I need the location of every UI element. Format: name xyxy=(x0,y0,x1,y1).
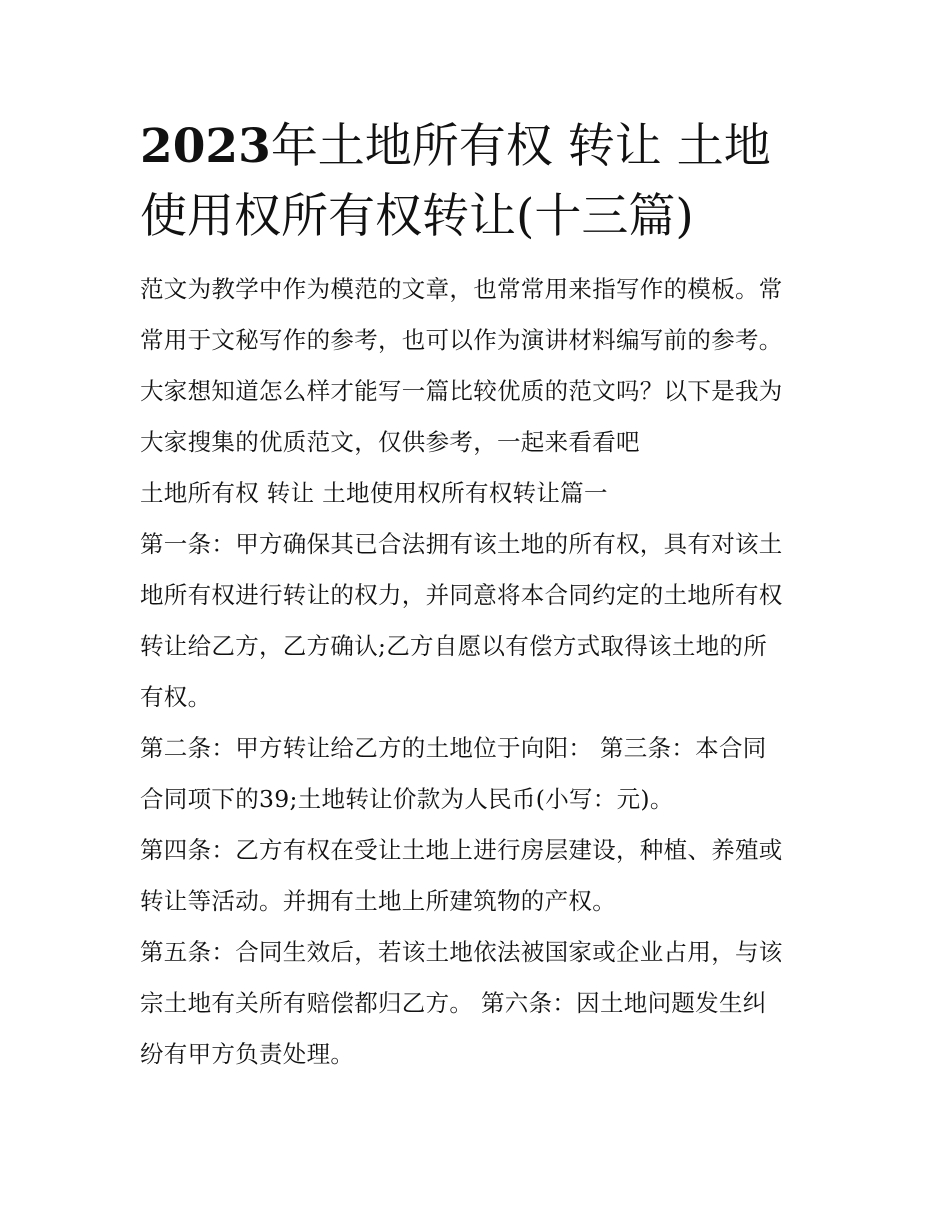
intro-line: 常用于文秘写作的参考，也可以作为演讲材料编写前的参考。 xyxy=(140,326,783,354)
article-1-line: 有权。 xyxy=(140,683,212,711)
intro-line: 范文为教学中作为模范的文章，也常常用来指写作的模板。常 xyxy=(140,275,783,303)
article-2-3 xyxy=(140,723,820,825)
article-2-line: 合同项下的39;土地转让价款为人民币(小写：元)。 xyxy=(140,785,674,813)
title-year: 2023 xyxy=(140,119,271,174)
article-1 xyxy=(140,519,820,723)
title-line-2: 使用权所有权转让(十三篇) xyxy=(140,189,694,244)
intro-line: 大家搜集的优质范文，仅供参考，一起来看看吧 xyxy=(140,428,640,456)
article-4 xyxy=(140,825,820,927)
article-5-6 xyxy=(140,927,820,1080)
article-4-line: 转让等活动。并拥有土地上所建筑物的产权。 xyxy=(140,887,616,915)
section-heading xyxy=(140,468,820,519)
article-4-line: 第四条：乙方有权在受让土地上进行房层建设，种植、养殖或 xyxy=(140,836,783,864)
document-title xyxy=(140,112,820,252)
title-line-1-text: 年土地所有权 转让 土地 xyxy=(270,119,771,174)
article-1-line: 转让给乙方，乙方确认;乙方自愿以有偿方式取得该土地的所 xyxy=(140,632,768,660)
intro-line: 大家想知道怎么样才能写一篇比较优质的范文吗？以下是我为 xyxy=(140,377,783,405)
title-line-1 xyxy=(140,112,820,182)
intro-paragraph xyxy=(140,264,820,468)
article-1-line: 第一条：甲方确保其已合法拥有该土地的所有权，具有对该土 xyxy=(140,530,783,558)
article-5-line: 纷有甲方负责处理。 xyxy=(140,1040,355,1068)
document-page xyxy=(140,112,820,1080)
article-5-line: 宗土地有关所有赔偿都归乙方。 第六条：因土地问题发生纠 xyxy=(140,989,767,1017)
article-2-line: 第二条：甲方转让给乙方的土地位于向阳： 第三条：本合同 xyxy=(140,734,767,762)
article-5-line: 第五条：合同生效后，若该土地依法被国家或企业占用，与该 xyxy=(140,938,783,966)
section-heading-text: 土地所有权 转让 土地使用权所有权转让篇一 xyxy=(140,479,608,507)
article-1-line: 地所有权进行转让的权力，并同意将本合同约定的土地所有权 xyxy=(140,581,783,609)
